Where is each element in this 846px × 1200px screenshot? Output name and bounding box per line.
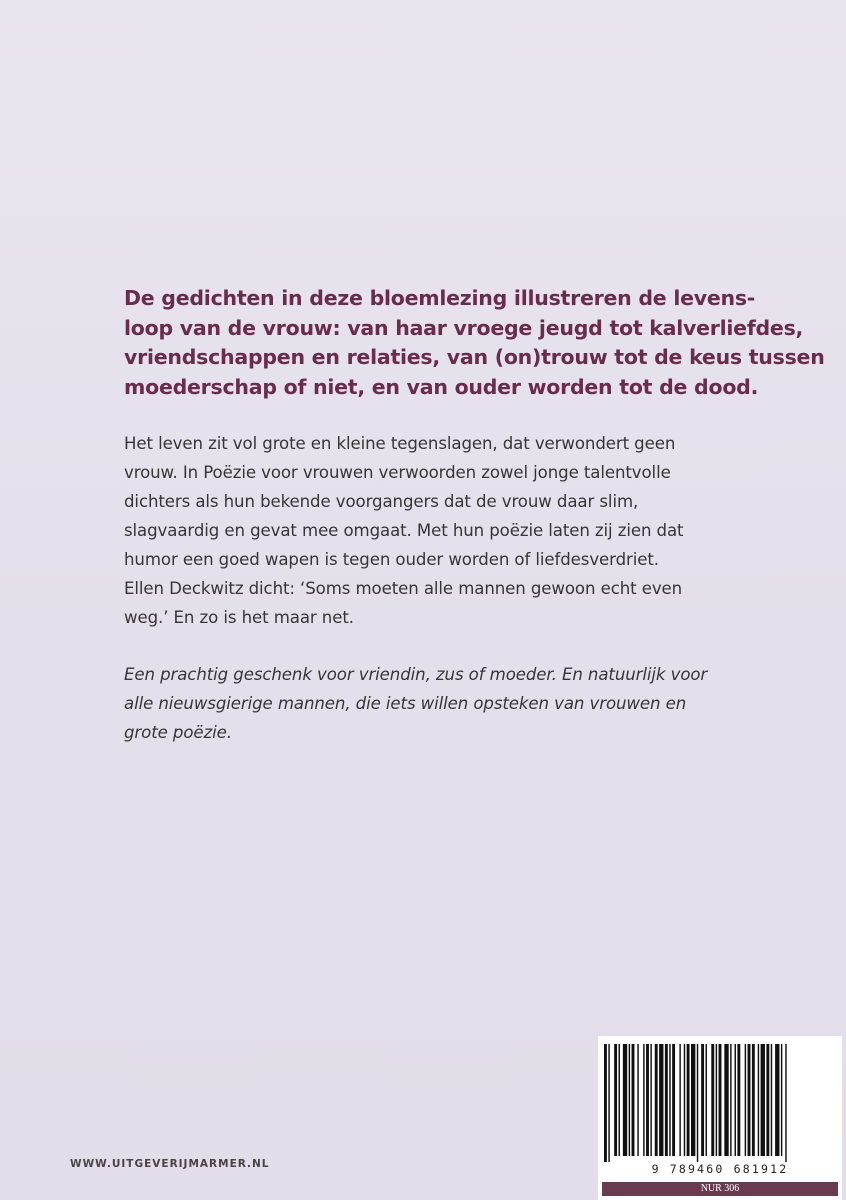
- lead-line: loop van de vrouw: van haar vroege jeugd tot kalverliefdes,: [124, 315, 804, 340]
- nur-code: NUR 306: [602, 1182, 838, 1196]
- isbn-number: 9 789460 681912: [651, 1162, 789, 1176]
- body-paragraph: [124, 429, 764, 632]
- lead-paragraph: [124, 284, 825, 402]
- closing-paragraph: [124, 660, 764, 747]
- lead-line: moederschap of niet, en van ouder worden tot de dood.: [124, 374, 759, 399]
- isbn-barcode: [598, 1036, 842, 1200]
- lead-line: vriendschappen en relaties, van (on)trouw tot de keus tussen: [124, 345, 825, 369]
- body-line: Ellen Deckwitz dicht: ‘Soms moeten alle mannen gewoon echt even: [124, 579, 683, 598]
- body-line: vrouw. In Poëzie voor vrouwen verwoorden zowel jonge talentvolle: [124, 463, 671, 482]
- body-line: Het leven zit vol grote en kleine tegenslagen, dat verwondert geen: [124, 434, 676, 453]
- blurb: [124, 284, 825, 747]
- body-line: dichters als hun bekende voorgangers dat de vrouw daar slim,: [124, 492, 639, 511]
- publisher-website: WWW.UITGEVERIJMARMER.NL: [70, 1158, 270, 1170]
- body-line: slagvaardig en gevat mee omgaat. Met hun poëzie laten zij zien dat: [124, 521, 684, 540]
- lead-line: De gedichten in deze bloemlezing illustreren de levens-: [124, 286, 756, 310]
- body-line: humor een goed wapen is tegen ouder worden of liefdesverdriet.: [124, 550, 659, 569]
- closing-line: grote poëzie.: [124, 723, 232, 742]
- body-line: weg.’ En zo is het maar net.: [124, 608, 354, 627]
- closing-line: alle nieuwsgierige mannen, die iets willen opsteken van vrouwen en: [124, 694, 687, 713]
- barcode-bars: [598, 1036, 842, 1166]
- closing-line: Een prachtig geschenk voor vriendin, zus of moeder. En natuurlijk voor: [124, 665, 708, 684]
